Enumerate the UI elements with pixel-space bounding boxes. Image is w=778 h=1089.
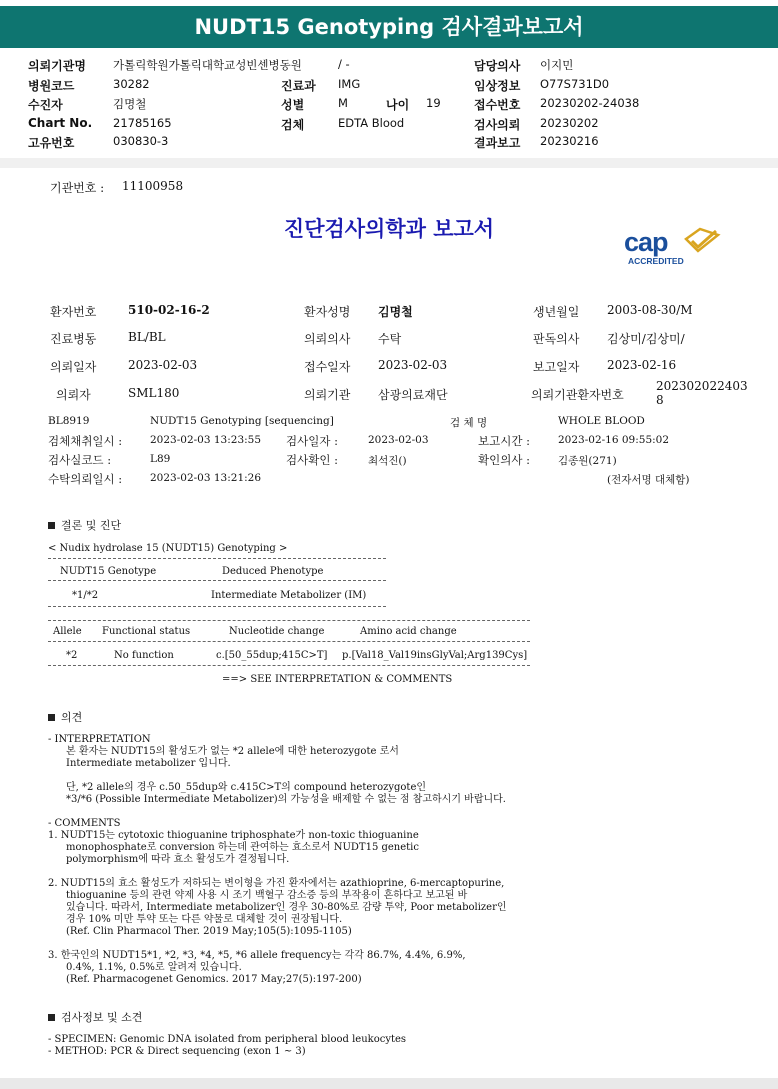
patient-no-label: 환자번호 xyxy=(50,305,97,319)
test-name: NUDT15 Genotyping [sequencing] xyxy=(150,415,334,427)
divider xyxy=(48,665,530,666)
interp-line: *3/*6 (Possible Intermediate Metabolizer)의 가능성을 배제할 수 없는 점 참고하시기 바랍니다. xyxy=(66,794,506,805)
col-phenotype: Deduced Phenotype xyxy=(222,566,324,577)
col-allele: Allele xyxy=(53,626,82,637)
col-genotype: NUDT15 Genotype xyxy=(60,566,157,577)
receipt-no-label: 접수번호 xyxy=(474,98,521,112)
ward-label: 진료병동 xyxy=(50,332,97,346)
confirm-doctor-value: 김종원(271) xyxy=(558,455,617,467)
chart-no-label: Chart No. xyxy=(28,116,93,130)
cap-logo-text: cap xyxy=(624,227,668,257)
test-date-value: 2023-02-03 xyxy=(368,434,429,446)
report-banner-title: NUDT15 Genotyping 검사결과보고서 xyxy=(0,6,778,48)
requester-label: 의뢰자 xyxy=(56,388,91,402)
reading-doctor-value: 김상미/김상미/ xyxy=(607,332,685,346)
doctor-label: 담당의사 xyxy=(474,59,521,73)
clinical-info-label: 임상정보 xyxy=(474,79,521,93)
referring-doctor-label: 의뢰의사 xyxy=(304,332,351,346)
genotype-value: *1/*2 xyxy=(72,590,99,601)
requesting-institution-label: 의뢰기관 xyxy=(304,388,351,402)
comment-line: 0.4%, 1.1%, 0.5%로 알려져 있습니다. xyxy=(66,962,242,973)
interp-line: Intermediate metabolizer 입니다. xyxy=(66,758,231,769)
patient-name-value: 김명철 xyxy=(378,305,413,319)
department-label: 진료과 xyxy=(281,79,316,93)
patient-label: 수진자 xyxy=(28,98,63,112)
requester-value: SML180 xyxy=(128,386,180,400)
specimen-name-label: 검 체 명 xyxy=(450,417,488,429)
referring-doctor-value: 수탁 xyxy=(378,332,402,346)
report-date-value: 2023-02-16 xyxy=(607,358,677,372)
divider xyxy=(48,580,386,581)
room-code-value: L89 xyxy=(150,453,171,465)
result-report-value: 20230216 xyxy=(540,134,599,148)
nucleotide-value: c.[50_55dup;415C>T] xyxy=(216,650,328,661)
result-report-label: 결과보고 xyxy=(474,136,521,150)
specimen-name-value: WHOLE BLOOD xyxy=(558,415,645,427)
see-interpretation: ==> SEE INTERPRETATION & COMMENTS xyxy=(222,674,453,685)
section-square-icon xyxy=(48,1014,55,1021)
comments-heading: - COMMENTS xyxy=(48,818,121,829)
requesting-org-value: 가톨릭학원가톨릭대학교성빈센병동원 xyxy=(113,58,302,72)
unique-no-value: 030830-3 xyxy=(113,134,169,148)
patient-name-label: 환자성명 xyxy=(304,305,351,319)
test-code: BL8919 xyxy=(48,415,90,427)
confirm-label: 검사확인 : xyxy=(286,453,338,467)
patient-value: 김명철 xyxy=(113,97,147,111)
section-square-icon xyxy=(48,522,55,529)
collect-label: 검체채취일시 : xyxy=(48,434,123,448)
gene-title: < Nudix hydrolase 15 (NUDT15) Genotyping > xyxy=(48,543,288,554)
request-date-value: 2023-02-03 xyxy=(128,358,198,372)
institution-patient-no-value: 202302022403 xyxy=(656,379,748,393)
test-request-label: 검사의뢰 xyxy=(474,118,521,132)
cap-accredited-logo xyxy=(622,225,726,270)
institution-patient-no-label: 의뢰기관환자번호 xyxy=(531,388,624,402)
receipt-no-value: 20230202-24038 xyxy=(540,96,640,110)
requesting-org-label: 의뢰기관명 xyxy=(28,59,86,73)
consign-value: 2023-02-03 13:21:26 xyxy=(150,472,262,484)
clinical-info-value: O77S731D0 xyxy=(540,77,610,91)
col-amino: Amino acid change xyxy=(360,626,457,637)
institution-no-value: 11100958 xyxy=(122,179,184,193)
hospital-code-label: 병원코드 xyxy=(28,79,75,93)
test-date-label: 검사일자 : xyxy=(286,434,338,448)
institution-patient-no-value-cont: 8 xyxy=(656,393,664,407)
conclusion-heading: 결론 및 진단 xyxy=(48,517,121,533)
patient-no-value: 510-02-16-2 xyxy=(128,303,210,317)
room-code-label: 검사실코드 : xyxy=(48,453,112,467)
divider xyxy=(48,606,386,607)
comment-line: (Ref. Pharmacogenet Genomics. 2017 May;27(5):197-200) xyxy=(66,974,362,985)
confirm-doctor-label: 확인의사 : xyxy=(478,453,530,467)
receipt-date-value: 2023-02-03 xyxy=(378,358,448,372)
phenotype-value: Intermediate Metabolizer (IM) xyxy=(211,590,367,601)
specimen-detail: - SPECIMEN: Genomic DNA isolated from peripheral blood leukocytes xyxy=(48,1034,407,1045)
test-details-heading: 검사정보 및 소견 xyxy=(48,1009,142,1025)
confirm-value: 최석진() xyxy=(368,455,407,467)
doctor-value: 이지민 xyxy=(540,58,574,72)
comment-line: 3. 한국인의 NUDT15*1, *2, *3, *4, *5, *6 allele frequency는 각각 86.7%, 4.4%, 6.9%, xyxy=(48,950,466,961)
report-title: 진단검사의학과 보고서 xyxy=(283,216,495,241)
report-time-value: 2023-02-16 09:55:02 xyxy=(558,434,670,446)
divider xyxy=(48,641,530,642)
department-value: IMG xyxy=(338,77,361,91)
report-time-label: 보고시간 : xyxy=(478,434,530,448)
method-detail: - METHOD: PCR & Direct sequencing (exon 1 ~ 3) xyxy=(48,1046,306,1057)
collect-value: 2023-02-03 13:23:55 xyxy=(150,434,262,446)
birth-date-value: 2003-08-30/M xyxy=(607,303,693,317)
divider xyxy=(48,558,386,559)
comment-line: 2. NUDT15의 효소 활성도가 저하되는 변이형을 가진 환자에서는 azathioprine, 6-mercaptopurine, xyxy=(48,878,505,889)
ward-table-value: BL/BL xyxy=(128,330,166,344)
specimen-label: 검체 xyxy=(281,118,305,132)
specimen-value: EDTA Blood xyxy=(338,116,405,130)
receipt-date-label: 접수일자 xyxy=(304,360,351,374)
age-value: 19 xyxy=(426,96,441,110)
comment-line: polymorphism에 따라 효소 활성도가 결정됩니다. xyxy=(66,854,290,865)
hospital-code-value: 30282 xyxy=(113,77,150,91)
divider xyxy=(48,620,530,621)
consign-label: 수탁의뢰일시 : xyxy=(48,472,123,486)
ward-value: / - xyxy=(338,57,350,71)
comment-line: 1. NUDT15는 cytotoxic thioguanine triphosphate가 non-toxic thioguanine xyxy=(48,830,419,841)
footer-bar xyxy=(0,1078,778,1089)
sex-value: M xyxy=(338,96,348,110)
col-nucleotide: Nucleotide change xyxy=(229,626,325,637)
comment-line: thioguanine 등의 관련 약제 사용 시 조기 백혈구 감소증 등의 부작용이 흔하다고 보고된 바 xyxy=(66,890,468,901)
request-date-label: 의뢰일자 xyxy=(50,360,97,374)
chart-no-value: 21785165 xyxy=(113,116,172,130)
section-square-icon xyxy=(48,714,55,721)
e-signature-note: (전자서명 대체함) xyxy=(607,474,690,486)
col-function: Functional status xyxy=(102,626,191,637)
allele-value: *2 xyxy=(66,650,78,661)
institution-no-label: 기관번호 : xyxy=(50,181,105,195)
interp-line: 본 환자는 NUDT15의 활성도가 없는 *2 allele에 대한 heterozygote 로서 xyxy=(66,746,399,757)
report-date-label: 보고일자 xyxy=(533,360,580,374)
age-label: 나이 xyxy=(386,98,410,112)
comment-line: monophosphate로 conversion 하는데 관여하는 효소로서 NUDT15 genetic xyxy=(66,842,419,853)
comment-line: (Ref. Clin Pharmacol Ther. 2019 May;105(5):1095-1105) xyxy=(66,926,352,937)
header-separator xyxy=(0,158,778,168)
interp-line: 단, *2 allele의 경우 c.50_55dup와 c.415C>T의 compound heterozygote인 xyxy=(66,782,427,793)
amino-value: p.[Val18_Val19insGlyVal;Arg139Cys] xyxy=(342,650,528,661)
requesting-institution-value: 삼광의료재단 xyxy=(378,388,448,402)
test-request-value: 20230202 xyxy=(540,116,599,130)
sex-label: 성별 xyxy=(281,98,305,112)
birth-date-label: 생년월일 xyxy=(533,305,580,319)
cap-accredited-text: ACCREDITED xyxy=(628,256,684,266)
function-value: No function xyxy=(114,650,174,661)
reading-doctor-label: 판독의사 xyxy=(533,332,580,346)
opinion-heading: 의견 xyxy=(48,709,82,725)
comment-line: 경우 10% 미만 투약 또는 다른 약물로 대체할 것이 권장됩니다. xyxy=(66,914,343,925)
comment-line: 있습니다. 따라서, Intermediate metabolizer인 경우 30-80%로 감량 투약, Poor metabolizer인 xyxy=(66,902,507,913)
unique-no-label: 고유번호 xyxy=(28,136,75,150)
interp-heading: - INTERPRETATION xyxy=(48,734,151,745)
